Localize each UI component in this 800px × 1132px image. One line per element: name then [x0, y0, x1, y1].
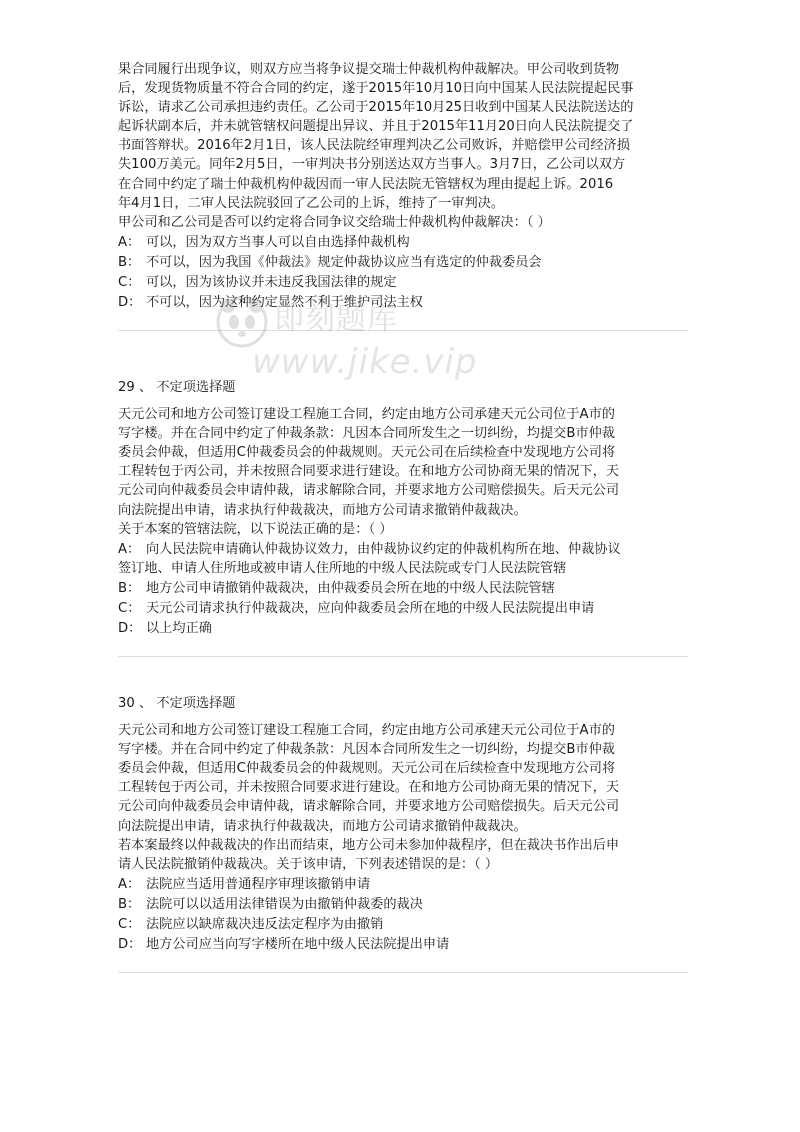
q29-option-a[interactable] — [118, 539, 688, 559]
q29-paragraph — [118, 405, 688, 520]
q30-line: 天元公司和地方公司签订建设工程施工合同，约定由地方公司承建天元公司位于A市的 — [118, 723, 615, 739]
option-text: 法院可以以适用法律错误为由撤销仲裁委的裁决 — [146, 896, 423, 912]
q28-line: 诉讼，请求乙公司承担违约责任。乙公司于2015年10月25日收到中国某人民法院送达的 — [118, 100, 634, 116]
q29-option-b[interactable] — [118, 578, 688, 598]
q28-line: 失100万美元。同年2月5日，一审判决书分别送达双方当事人。3月7日，乙公司以双方 — [118, 157, 626, 173]
q28-option-a[interactable] — [118, 232, 688, 252]
option-text: 可以，因为该协议并未违反我国法律的规定 — [146, 275, 397, 291]
option-text: 天元公司请求执行仲裁裁决，应向仲裁委员会所在地的中级人民法院提出申请 — [146, 601, 595, 617]
q29-line: 向法院提出申请，请求执行仲裁裁决，而地方公司请求撤销仲裁裁决。 — [118, 502, 527, 518]
q28-line: 年4月1日，二审人民法院驳回了乙公司的上诉，维持了一审判决。 — [118, 195, 505, 211]
q30-line: 元公司向仲裁委员会申请仲裁，请求解除合同，并要求地方公司赔偿损失。后天元公司 — [118, 799, 620, 815]
option-text: 可以，因为双方当事人可以自由选择仲裁机构 — [146, 234, 410, 250]
option-letter: A： — [118, 541, 141, 557]
q29-line: 委员会仲裁，但适用C仲裁委员会的仲裁规则。天元公司在后续检查中发现地方公司将 — [118, 445, 616, 461]
q28-option-b[interactable] — [118, 252, 688, 272]
q30-option-a[interactable] — [118, 874, 688, 894]
option-text: 地方公司申请撤销仲裁裁决，由仲裁委员会所在地的中级人民法院管辖 — [146, 580, 555, 596]
option-text: 以上均正确 — [146, 621, 212, 637]
watermark-cn: 即刻题库 — [274, 302, 398, 337]
q28-paragraph — [118, 60, 688, 213]
option-letter: A： — [118, 876, 141, 892]
q30-line: 若本案最终以仲裁裁决的作出而结束，地方公司未参加仲裁程序，但在裁决书作出后申 — [118, 837, 620, 853]
q28-line: 起诉状副本后，并未就管辖权问题提出异议、并且于2015年11月20日向人民法院提交了 — [118, 119, 634, 135]
option-text: 签订地、申请人住所地或被申请人住所地的中级人民法院或专门人民法院管辖 — [118, 560, 567, 576]
q30-option-b[interactable] — [118, 894, 688, 914]
q30-line: 委员会仲裁，但适用C仲裁委员会的仲裁规则。天元公司在后续检查中发现地方公司将 — [118, 761, 616, 777]
q29-line: 写字楼。并在合同中约定了仲裁条款：凡因本合同所发生之一切纠纷，均提交B市仲裁 — [118, 426, 615, 442]
q30-line: 请人民法院撤销仲裁裁决。关于该申请，下列表述错误的是：（ ） — [118, 856, 499, 872]
q28-line: 果合同履行出现争议，则双方应当将争议提交瑞士仲裁机构仲裁解决。甲公司收到货物 — [118, 62, 620, 77]
option-letter: C： — [118, 275, 141, 291]
question-30 — [118, 694, 688, 973]
q30-option-d[interactable] — [118, 934, 688, 954]
q29-line: 工程转包于丙公司，并未按照合同要求进行建设。在和地方公司协商无果的情况下，天 — [118, 464, 620, 480]
option-letter: B： — [118, 896, 141, 912]
question-28 — [118, 60, 688, 331]
q28-line: 在合同中约定了瑞士仲裁机构仲裁因而一审人民法院无管辖权为理由提起上诉。2016 — [118, 176, 614, 192]
option-letter: D： — [118, 295, 142, 311]
question-divider — [118, 330, 688, 331]
q29-option-a-continued — [118, 559, 688, 578]
option-letter: A： — [118, 234, 141, 250]
option-letter: D： — [118, 937, 142, 953]
q29-line: 天元公司和地方公司签订建设工程施工合同，约定由地方公司承建天元公司位于A市的 — [118, 407, 615, 423]
q30-paragraph — [118, 721, 688, 874]
option-letter: D： — [118, 621, 142, 637]
option-letter: B： — [118, 580, 141, 596]
q29-option-d[interactable] — [118, 618, 688, 638]
q28-option-d[interactable] — [118, 292, 688, 312]
option-text: 地方公司应当向写字楼所在地中级人民法院提出申请 — [146, 937, 450, 953]
q29-header: 29 、 不定项选择题 — [118, 380, 236, 395]
option-letter: C： — [118, 917, 141, 933]
q30-line: 向法院提出申请，请求执行仲裁裁决，而地方公司请求撤销仲裁裁决。 — [118, 818, 527, 834]
option-text: 法院应以缺席裁决违反法定程序为由撤销 — [146, 917, 384, 933]
q30-line: 工程转包于丙公司，并未按照合同要求进行建设。在和地方公司协商无果的情况下，天 — [118, 780, 620, 796]
option-text: 不可以，因为这种约定显然不利于维护司法主权 — [146, 295, 423, 311]
question-divider — [118, 656, 688, 657]
q28-line: 后，发现货物质量不符合合同的约定，遂于2015年10月10日向中国某人民法院提起民事 — [118, 81, 634, 97]
option-letter: C： — [118, 601, 141, 617]
q30-line: 写字楼。并在合同中约定了仲裁条款：凡因本合同所发生之一切纠纷，均提交B市仲裁 — [118, 742, 615, 758]
q29-stem: 关于本案的管辖法院，以下说法正确的是：（ ） — [118, 521, 393, 537]
option-text: 法院应当适用普通程序审理该撤销申请 — [146, 876, 371, 892]
q29-line: 元公司向仲裁委员会申请仲裁，请求解除合同，并要求地方公司赔偿损失。后天元公司 — [118, 483, 620, 499]
option-letter: B： — [118, 254, 141, 270]
q29-option-c[interactable] — [118, 598, 688, 618]
q30-header: 30 、 不定项选择题 — [118, 696, 236, 711]
option-text: 向人民法院申请确认仲裁协议效力，由仲裁协议约定的仲裁机构所在地、仲裁协议 — [146, 541, 621, 557]
q28-option-c[interactable] — [118, 272, 688, 292]
option-text: 不可以，因为我国《仲裁法》规定仲裁协议应当有选定的仲裁委员会 — [146, 254, 542, 270]
q28-stem: 甲公司和乙公司是否可以约定将合同争议交给瑞士仲裁机构仲裁解决：（ ） — [118, 214, 551, 230]
q30-option-c[interactable] — [118, 914, 688, 934]
question-29 — [118, 378, 688, 657]
q28-line: 书面答辩状。2016年2月1日，该人民法院经审理判决乙公司败诉，并赔偿甲公司经济损 — [118, 138, 630, 154]
question-divider — [118, 972, 688, 973]
watermark-en: www.jike.vip — [252, 342, 478, 382]
